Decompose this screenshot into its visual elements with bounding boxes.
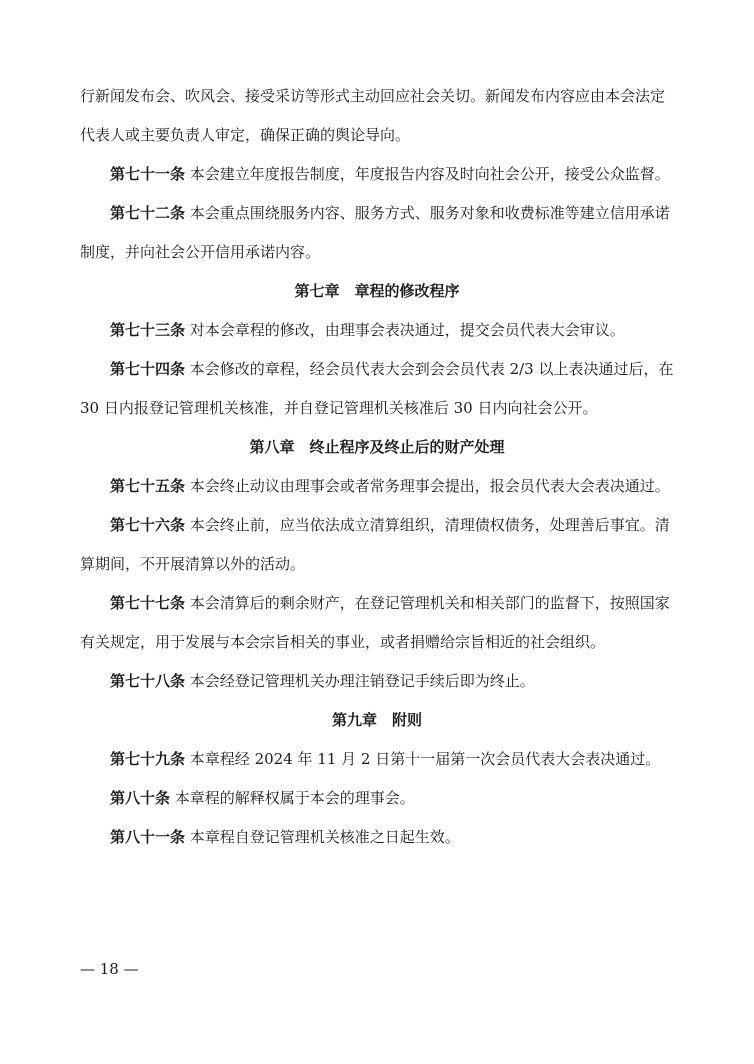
article-79 xyxy=(80,748,674,771)
article-72 xyxy=(80,202,674,225)
article-text: 本会修改的章程，经会员代表大会到会会员代表 2/3 以上表决通过后，在 xyxy=(189,360,674,378)
article-label: 第七十一条 xyxy=(110,165,186,183)
article-label: 第七十三条 xyxy=(110,321,186,339)
article-label: 第七十五条 xyxy=(110,477,186,495)
article-77 xyxy=(80,592,674,615)
article-text: 本会终止动议由理事会或者常务理事会提出，报会员代表大会表决通过。 xyxy=(189,477,670,495)
chapter-9-heading: 第九章 附则 xyxy=(331,711,422,729)
article-text: 本章程自登记管理机关核准之日起生效。 xyxy=(189,828,460,846)
article-text: 本会建立年度报告制度，年度报告内容及时向社会公开，接受公众监督。 xyxy=(189,165,670,183)
article-label: 第七十九条 xyxy=(110,750,186,768)
article-71 xyxy=(80,163,674,186)
article-label: 第七十二条 xyxy=(110,204,186,222)
article-text: 本会重点围绕服务内容、服务方式、服务对象和收费标准等建立信用承诺 xyxy=(189,204,670,222)
article-label: 第七十四条 xyxy=(110,360,186,378)
article-74 xyxy=(80,358,674,381)
article-text: 对本会章程的修改，由理事会表决通过，提交会员代表大会审议。 xyxy=(189,321,625,339)
article-77-continuation: 有关规定，用于发展与本会宗旨相关的事业，或者捐赠给宗旨相近的社会组织。 xyxy=(80,633,606,651)
article-text: 本章程经 2024 年 11 月 2 日第十一届第一次会员代表大会表决通过。 xyxy=(189,750,661,768)
article-74-continuation: 30 日内报登记管理机关核准，并自登记管理机关核准后 30 日内向社会公开。 xyxy=(80,399,598,417)
article-78 xyxy=(80,670,674,693)
article-76 xyxy=(80,514,674,537)
chapter-8-heading: 第八章 终止程序及终止后的财产处理 xyxy=(249,438,505,456)
article-label: 第八十一条 xyxy=(110,828,186,846)
text-line: 行新闻发布会、吹风会、接受采访等形式主动回应社会关切。新闻发布内容应由本会法定 xyxy=(80,87,666,105)
article-text: 本会清算后的剩余财产，在登记管理机关和相关部门的监督下，按照国家 xyxy=(189,594,670,612)
article-text: 本会终止前，应当依法成立清算组织，清理债权债务，处理善后事宜。清 xyxy=(189,516,670,534)
text-line: 代表人或主要负责人审定，确保正确的舆论导向。 xyxy=(80,126,411,144)
article-label: 第七十八条 xyxy=(110,672,186,690)
document-body xyxy=(80,85,674,849)
article-75 xyxy=(80,475,674,498)
article-81 xyxy=(80,826,674,849)
article-label: 第七十六条 xyxy=(110,516,186,534)
article-73 xyxy=(80,319,674,342)
article-text: 本章程的解释权属于本会的理事会。 xyxy=(174,789,415,807)
article-label: 第八十条 xyxy=(110,789,171,807)
article-label: 第七十七条 xyxy=(110,594,186,612)
page-number: — 18 — xyxy=(80,960,139,978)
article-76-continuation: 算期间，不开展清算以外的活动。 xyxy=(80,555,306,573)
article-text: 本会经登记管理机关办理注销登记手续后即为终止。 xyxy=(189,672,535,690)
chapter-7-heading: 第七章 章程的修改程序 xyxy=(294,282,460,300)
article-80 xyxy=(80,787,674,810)
article-72-continuation: 制度，并向社会公开信用承诺内容。 xyxy=(80,243,321,261)
